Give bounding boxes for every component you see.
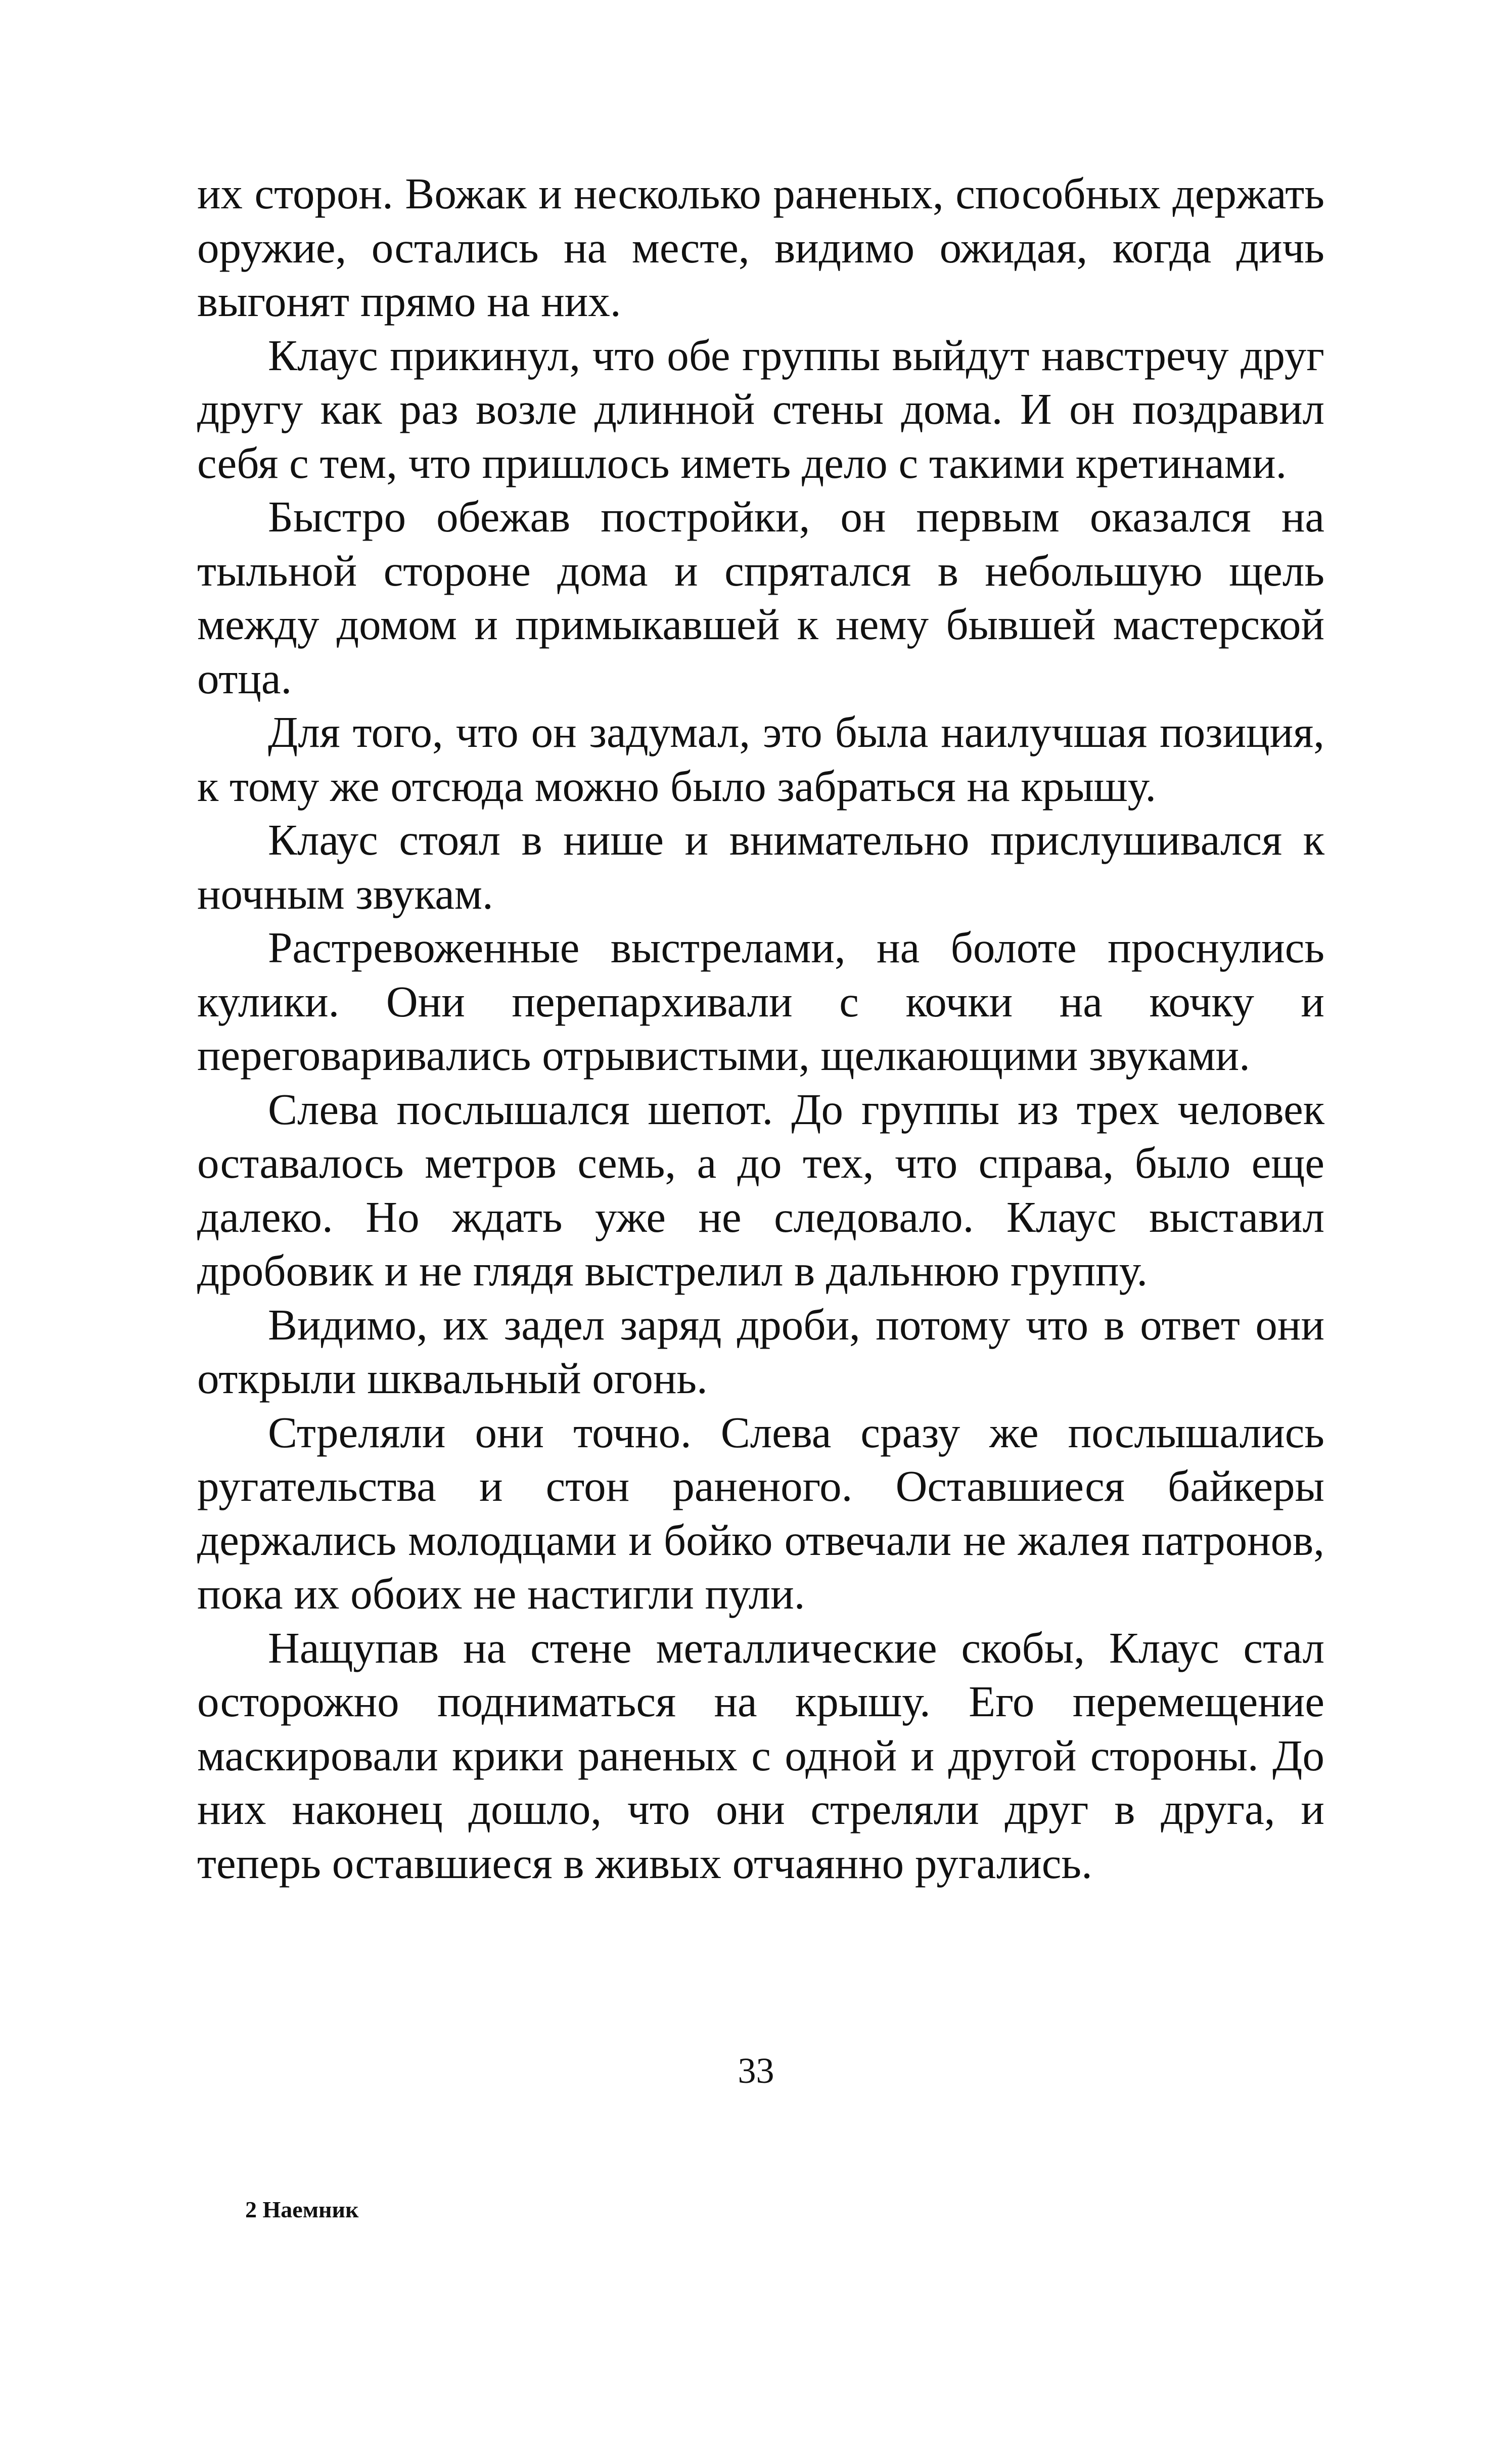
paragraph-10: Нащупав на стене металлические скобы, Клаус стал осторожно подниматься на крышу. Его перемещение маскировали крики раненых с одной и другой стороны. До них наконец дошло, что они стреляли друг в друга, и теперь оставшиеся в живых отчаянно ругались. xyxy=(197,1623,1324,1888)
paragraph-5: Клаус стоял в нише и внимательно прислушивался к ночным звукам. xyxy=(197,815,1324,918)
body-text xyxy=(197,167,1324,1890)
paragraph-4: Для того, что он задумал, это была наилучшая позиция, к тому же отсюда можно было забраться на крышу. xyxy=(197,707,1324,811)
paragraph-9: Стреляли они точно. Слева сразу же послышались ругательства и стон раненого. Оставшиеся байкеры держались молодцами и бойко отвечали не жалея патронов, пока их обоих не настигли пули. xyxy=(197,1407,1324,1618)
printer-signature-mark: 2 Наемник xyxy=(245,2197,359,2222)
paragraph-7: Слева послышался шепот. До группы из трех человек оставалось метров семь, а до тех, что справа, было еще далеко. Но ждать уже не следовало. Клаус выставил дробовик и не глядя выстрелил в дальнюю группу. xyxy=(197,1084,1324,1295)
paragraph-3: Быстро обежав постройки, он первым оказался на тыльной стороне дома и спрятался в небольшую щель между домом и примыкавшей к нему бывшей мастерской отца. xyxy=(197,492,1324,703)
page-number: 33 xyxy=(738,2050,774,2091)
paragraph-1: их сторон. Вожак и несколько раненых, способных держать оружие, остались на месте, видимо ожидая, когда дичь выгонят прямо на них. xyxy=(197,169,1324,326)
paragraph-2: Клаус прикинул, что обе группы выйдут навстречу друг другу как раз возле длинной стены дома. И он поздравил себя с тем, что пришлось иметь дело с такими кретинами. xyxy=(197,330,1324,487)
paragraph-6: Растревоженные выстрелами, на болоте проснулись кулики. Они перепархивали с кочки на кочку и переговаривались отрывистыми, щелкающими звуками. xyxy=(197,923,1324,1080)
paragraph-8: Видимо, их задел заряд дроби, потому что в ответ они открыли шквальный огонь. xyxy=(197,1300,1324,1403)
